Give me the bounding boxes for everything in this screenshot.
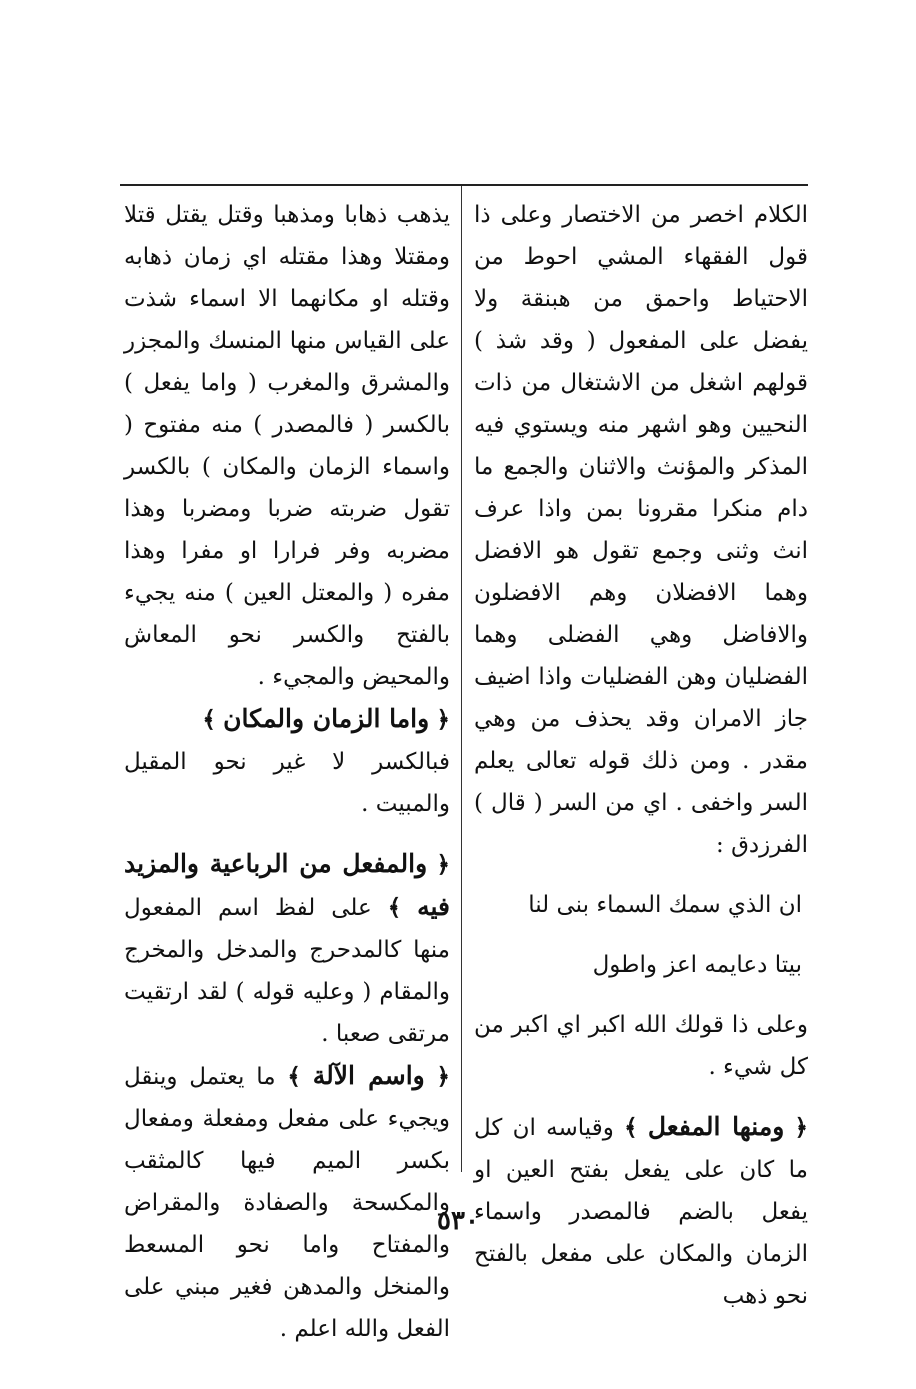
ornament-close: ﴾ — [287, 1063, 301, 1090]
heading-line — [124, 698, 450, 741]
ornament-close: ﴾ — [202, 706, 216, 733]
section-heading: واسم الآلة — [312, 1061, 425, 1090]
paragraph-text: على لفظ اسم المفعول منها كالمدحرج والمدخل والمخرج والمقام ( وعليه قوله ) لقد ارتقيت مرتقى صعبا . — [124, 895, 450, 1047]
ornament-close: ﴾ — [624, 1114, 638, 1141]
paragraph-text: وقياسه ان كل ما كان على يفعل بفتح العين او يفعل بالضم فالمصدر واسماء الزمان والمكان على مفعل بالفتح نحو ذهب — [474, 1115, 808, 1309]
paragraph: فبالكسر لا غير نحو المقيل والمبيت . — [124, 749, 450, 817]
paragraph: وعلى ذا قولك الله اكبر اي اكبر من كل شيء . — [474, 1012, 808, 1080]
paragraph: الكلام اخصر من الاختصار وعلى ذا قول الفقهاء المشي احوط من الاحتياط واحمق من هبنقة ولا يفضل على المفعول ( وقد شذ ) قولهم اشغل من الاشتغال من ذات النحيين وهو اشهر منه ويستوي فيه المذكر والمؤنث والاثنان والجمع ما دام منكرا مقرونا بمن واذا عرف انث وثنى وجمع تقول هو الافضل وهما الافضلان وهم الافضلون والافاضل وهي الفضلى وهما الفضليان وهن الفضليات واذا اضيف جاز الامران وقد يحذف من وهي مقدر . ومن ذلك قوله تعالى يعلم السر واخفى . اي من السر ( قال ) الفرزدق : — [474, 202, 808, 858]
top-rule — [120, 184, 808, 186]
section-heading: واما الزمان والمكان — [223, 704, 430, 733]
ornament-open: ﴿ — [436, 1063, 451, 1090]
paragraph-text: ما يعتمل وينقل ويجيء على مفعل ومفعلة ومفعال بكسر الميم فيها كالمثقب والمكسحة والصفادة والمقراض والمفتاح واما نحو المسعط والمنخل والمدهن فغير مبني على الفعل والله اعلم . — [124, 1064, 450, 1342]
ornament-close: ﴾ — [387, 894, 402, 921]
ornament-open: ﴿ — [794, 1114, 809, 1141]
paragraph — [124, 843, 450, 1055]
left-column — [124, 194, 450, 1350]
paragraph: يذهب ذهابا ومذهبا وقتل يقتل قتلا ومقتلا وهذا مقتله اي زمان ذهابه وقتله او مكانهما الا اسماء شذت على القياس منها المنسك والمجزر والمشرق والمغرب ( واما يفعل ) بالكسر ( فالمصدر ) منه مفتوح ( واسماء الزمان والمكان ) بالكسر تقول ضربته ضربا ومضربا وهذا مضربه وفر فرارا او مفرا وهذا مفره ( والمعتل العين ) منه يجيء بالفتح والكسر نحو المعاش والمحيض والمجيء . — [124, 202, 450, 690]
column-divider — [461, 186, 462, 1172]
section-heading: والمفعل من الرباعية والمزيد فيه — [124, 849, 451, 921]
ornament-open: ﴿ — [436, 851, 450, 878]
section-heading: ومنها المفعل — [647, 1112, 785, 1141]
right-column — [474, 194, 808, 1317]
verse-line: بيتا دعايمه اعز واطول — [592, 952, 802, 978]
paragraph — [124, 1055, 450, 1350]
verse-line: ان الذي سمك السماء بنى لنا — [528, 892, 802, 918]
ornament-open: ﴿ — [436, 706, 450, 733]
page-number: ٥٣٠ — [437, 1206, 479, 1236]
